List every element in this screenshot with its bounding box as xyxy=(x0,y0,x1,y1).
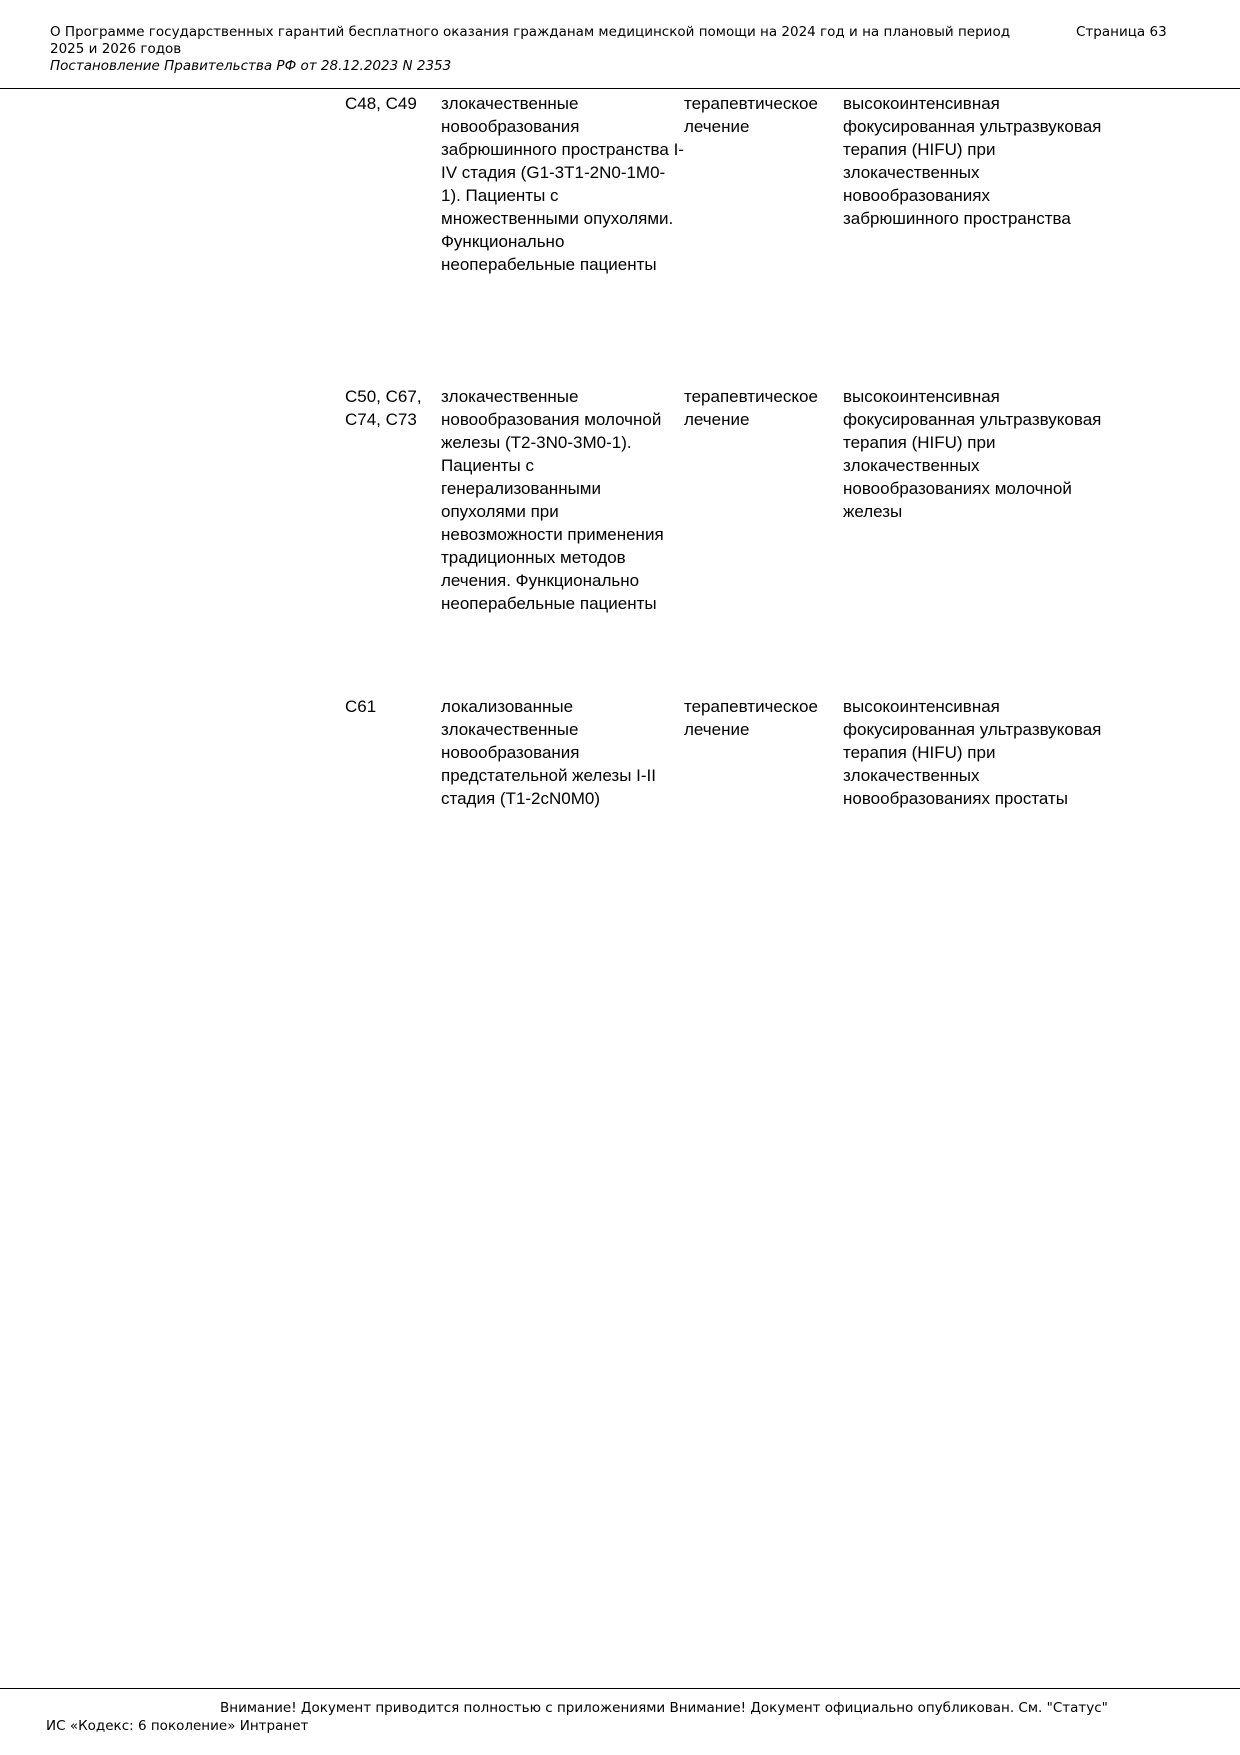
treatment-type-cell: терапевтическое лечение xyxy=(684,387,818,429)
treatment-type-cell: терапевтическое лечение xyxy=(684,94,818,136)
table-row xyxy=(345,385,1103,695)
diagnosis-cell: локализованные злокачественные новообразования предстательной железы I-II стадия (T1-2cN0M0) xyxy=(441,697,656,808)
diagnosis-cell: злокачественные новообразования забрюшинного пространства I-IV стадия (G1-3T1-2N0-1M0-1). Пациенты с множественными опухолями. Функционально неоперабельные пациенты xyxy=(441,94,684,274)
icd-code-cell: C61 xyxy=(345,697,377,716)
footer-notice: Внимание! Документ приводится полностью с приложениями Внимание! Документ официально опубликован. См. "Статус" xyxy=(220,1700,1108,1716)
page-number: Страница 63 xyxy=(1076,24,1167,40)
footer-divider xyxy=(0,1688,1240,1689)
header-divider xyxy=(0,88,1240,89)
treatment-method-cell: высокоинтенсивная фокусированная ультразвуковая терапия (HIFU) при злокачественных новообразованиях молочной железы xyxy=(843,387,1102,521)
document-title: О Программе государственных гарантий бесплатного оказания гражданам медицинской помощи на 2024 год и на плановый период 2025 и 2026 годов xyxy=(50,24,1011,57)
treatment-method-cell: высокоинтенсивная фокусированная ультразвуковая терапия (HIFU) при злокачественных новообразованиях забрюшинного пространства xyxy=(843,94,1102,228)
table-row xyxy=(345,92,1103,385)
table-row xyxy=(345,695,1103,810)
document-subtitle: Постановление Правительства РФ от 28.12.2023 N 2353 xyxy=(50,58,452,74)
treatment-type-cell: терапевтическое лечение xyxy=(684,697,818,739)
icd-code-cell: C48, C49 xyxy=(345,94,417,113)
diagnosis-cell: злокачественные новообразования молочной железы (T2-3N0-3M0-1). Пациенты с генерализованными опухолями при невозможности применения традиционных методов лечения. Функционально неоперабельные пациенты xyxy=(441,387,664,613)
icd-code-cell: C50, C67, C74, C73 xyxy=(345,387,422,429)
treatment-method-cell: высокоинтенсивная фокусированная ультразвуковая терапия (HIFU) при злокачественных новообразованиях простаты xyxy=(843,697,1102,808)
treatment-table xyxy=(345,92,1103,810)
footer-system-name: ИС «Кодекс: 6 поколение» Интранет xyxy=(46,1718,309,1734)
